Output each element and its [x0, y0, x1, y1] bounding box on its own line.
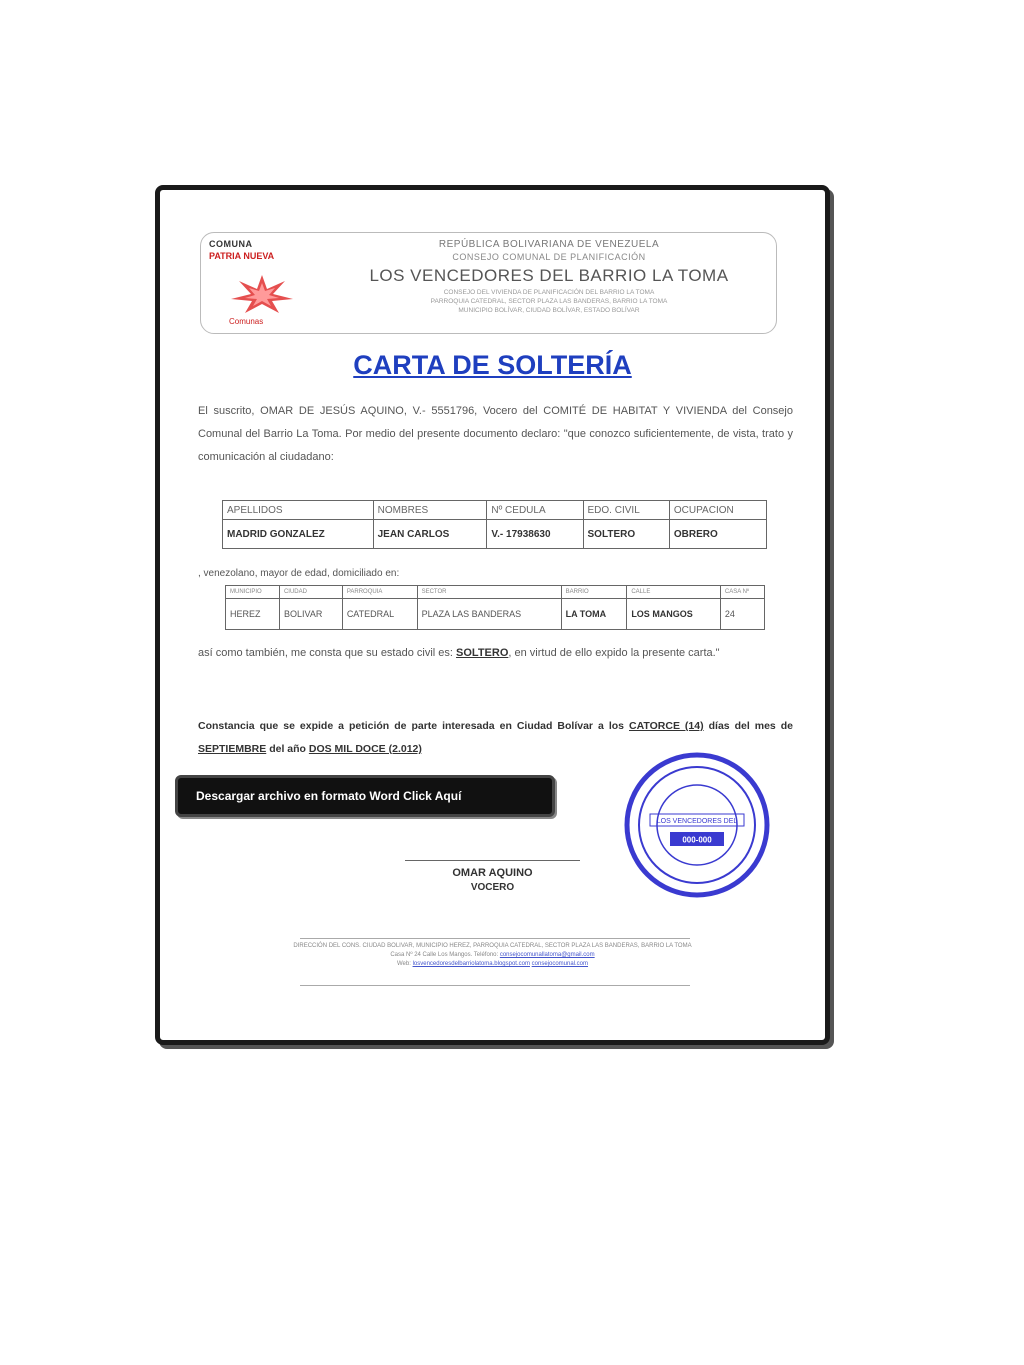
- footer-site-link[interactable]: consejocomunal.com: [531, 961, 589, 967]
- header-cell: EDO. CIVIL: [583, 501, 669, 520]
- footer-email-link[interactable]: consejocomunallatoma@gmail.com: [499, 952, 595, 958]
- table-header-row: [226, 586, 765, 599]
- footer-divider-bottom: [300, 985, 690, 986]
- header-cell: CASA Nº: [720, 586, 764, 599]
- council-line: CONSEJO COMUNAL DE PLANIFICACIÓN: [452, 252, 646, 262]
- table-cell: LOS MANGOS: [627, 599, 721, 630]
- logo-caption: Comunas: [229, 317, 264, 326]
- address-table: [225, 585, 765, 630]
- constancia-month: SEPTIEMBRE: [198, 743, 267, 755]
- status-text-after: , en virtud de ello expido la presente carta.": [508, 647, 720, 659]
- status-paragraph: [198, 640, 793, 666]
- table-cell: HEREZ: [226, 599, 280, 630]
- constancia-year: DOS MIL DOCE (2.012): [308, 743, 422, 755]
- footer-line-2: [235, 951, 750, 960]
- constancia-text: Constancia que se expide a petición de parte interesada en Ciudad Bolívar a los: [198, 720, 624, 732]
- logo-text-2: PATRIA NUEVA: [209, 251, 275, 261]
- footer-blog-link[interactable]: losvencedoresdelbarriolatoma.blogspot.com: [412, 961, 530, 967]
- constancia-day: CATORCE (14): [629, 720, 704, 732]
- download-word-button[interactable]: Descargar archivo en formato Word Click Aquí: [175, 775, 555, 817]
- header-cell: CIUDAD: [279, 586, 342, 599]
- republic-line: REPÚBLICA BOLIVARIANA DE VENEZUELA: [438, 239, 660, 250]
- table-cell: PLAZA LAS BANDERAS: [417, 599, 561, 630]
- organization-name: LOS VENCEDORES DEL BARRIO LA TOMA: [369, 266, 729, 285]
- header-cell: BARRIO: [561, 586, 627, 599]
- constancia-text-2: días del mes de: [708, 720, 794, 732]
- table-cell: SOLTERO: [583, 520, 669, 549]
- table-cell: V.- 17938630: [487, 520, 583, 549]
- comuna-logo: [209, 239, 319, 331]
- intro-paragraph: El suscrito, OMAR DE JESÚS AQUINO, V.- 5551796, Vocero del COMITÉ DE HABITAT Y VIVIENDA del Consejo Comunal del Barrio La Toma. Por medio del presente documento declaro: "que conozco suficientemente, de vista, trato y comunicación al ciudadano:: [198, 405, 793, 463]
- official-seal-icon: [622, 750, 772, 900]
- header-cell: MUNICIPIO: [226, 586, 280, 599]
- person-table: [222, 500, 767, 549]
- star-logo-icon: [227, 273, 297, 315]
- table-cell: 24: [720, 599, 764, 630]
- letterhead-text: [329, 239, 769, 315]
- table-cell: MADRID GONZALEZ: [223, 520, 374, 549]
- table-cell: CATEDRAL: [342, 599, 417, 630]
- table-header-row: [223, 501, 767, 520]
- seal-text: LOS VENCEDORES DEL: [656, 818, 738, 825]
- footer-phone-label: Casa Nº 24 Calle Los Mangos. Teléfono:: [390, 952, 499, 958]
- signature-line: [405, 860, 580, 861]
- letterhead: [200, 232, 777, 334]
- status-value: SOLTERO: [456, 647, 509, 659]
- footer-line-3: [235, 960, 750, 969]
- domicile-intro: , venezolano, mayor de edad, domiciliado en:: [198, 568, 400, 579]
- header-cell: NOMBRES: [373, 501, 487, 520]
- signature-name: OMAR AQUINO: [452, 867, 533, 879]
- address-lines: [329, 288, 769, 315]
- footer-line-1: DIRECCIÓN DEL CONS. CIUDAD BOLIVAR, MUNICIPIO HEREZ, PARROQUIA CATEDRAL, SECTOR PLAZA LAS BANDERAS, BARRIO LA TOMA: [293, 943, 692, 949]
- address-line-3: MUNICIPIO BOLÍVAR, CIUDAD BOLÍVAR, ESTADO BOLÍVAR: [458, 307, 640, 314]
- header-cell: OCUPACION: [669, 501, 766, 520]
- header-cell: Nº CEDULA: [487, 501, 583, 520]
- footer-divider-top: [300, 938, 690, 939]
- table-row: [223, 520, 767, 549]
- table-cell: JEAN CARLOS: [373, 520, 487, 549]
- header-cell: SECTOR: [417, 586, 561, 599]
- table-cell: LA TOMA: [561, 599, 627, 630]
- logo-text-1: COMUNA: [209, 239, 253, 249]
- address-line-1: CONSEJO DEL VIVIENDA DE PLANIFICACIÓN DEL BARRIO LA TOMA: [443, 289, 655, 296]
- footer: [235, 942, 750, 969]
- header-cell: APELLIDOS: [223, 501, 374, 520]
- table-row: [226, 599, 765, 630]
- document-title: CARTA DE SOLTERÍA: [353, 350, 632, 380]
- status-text: así como también, me consta que su estado civil es:: [198, 647, 453, 659]
- header-cell: PARROQUIA: [342, 586, 417, 599]
- footer-web-label: Web:: [396, 961, 411, 967]
- signature-role: VOCERO: [470, 882, 515, 893]
- document-frame: [155, 185, 830, 1045]
- table-cell: OBRERO: [669, 520, 766, 549]
- address-line-2: PARROQUIA CATEDRAL, SECTOR PLAZA LAS BANDERAS, BARRIO LA TOMA: [430, 298, 668, 305]
- table-cell: BOLIVAR: [279, 599, 342, 630]
- constancia-text-3: del año: [269, 743, 306, 755]
- seal-code: 000-000: [682, 835, 712, 845]
- header-cell: CALLE: [627, 586, 721, 599]
